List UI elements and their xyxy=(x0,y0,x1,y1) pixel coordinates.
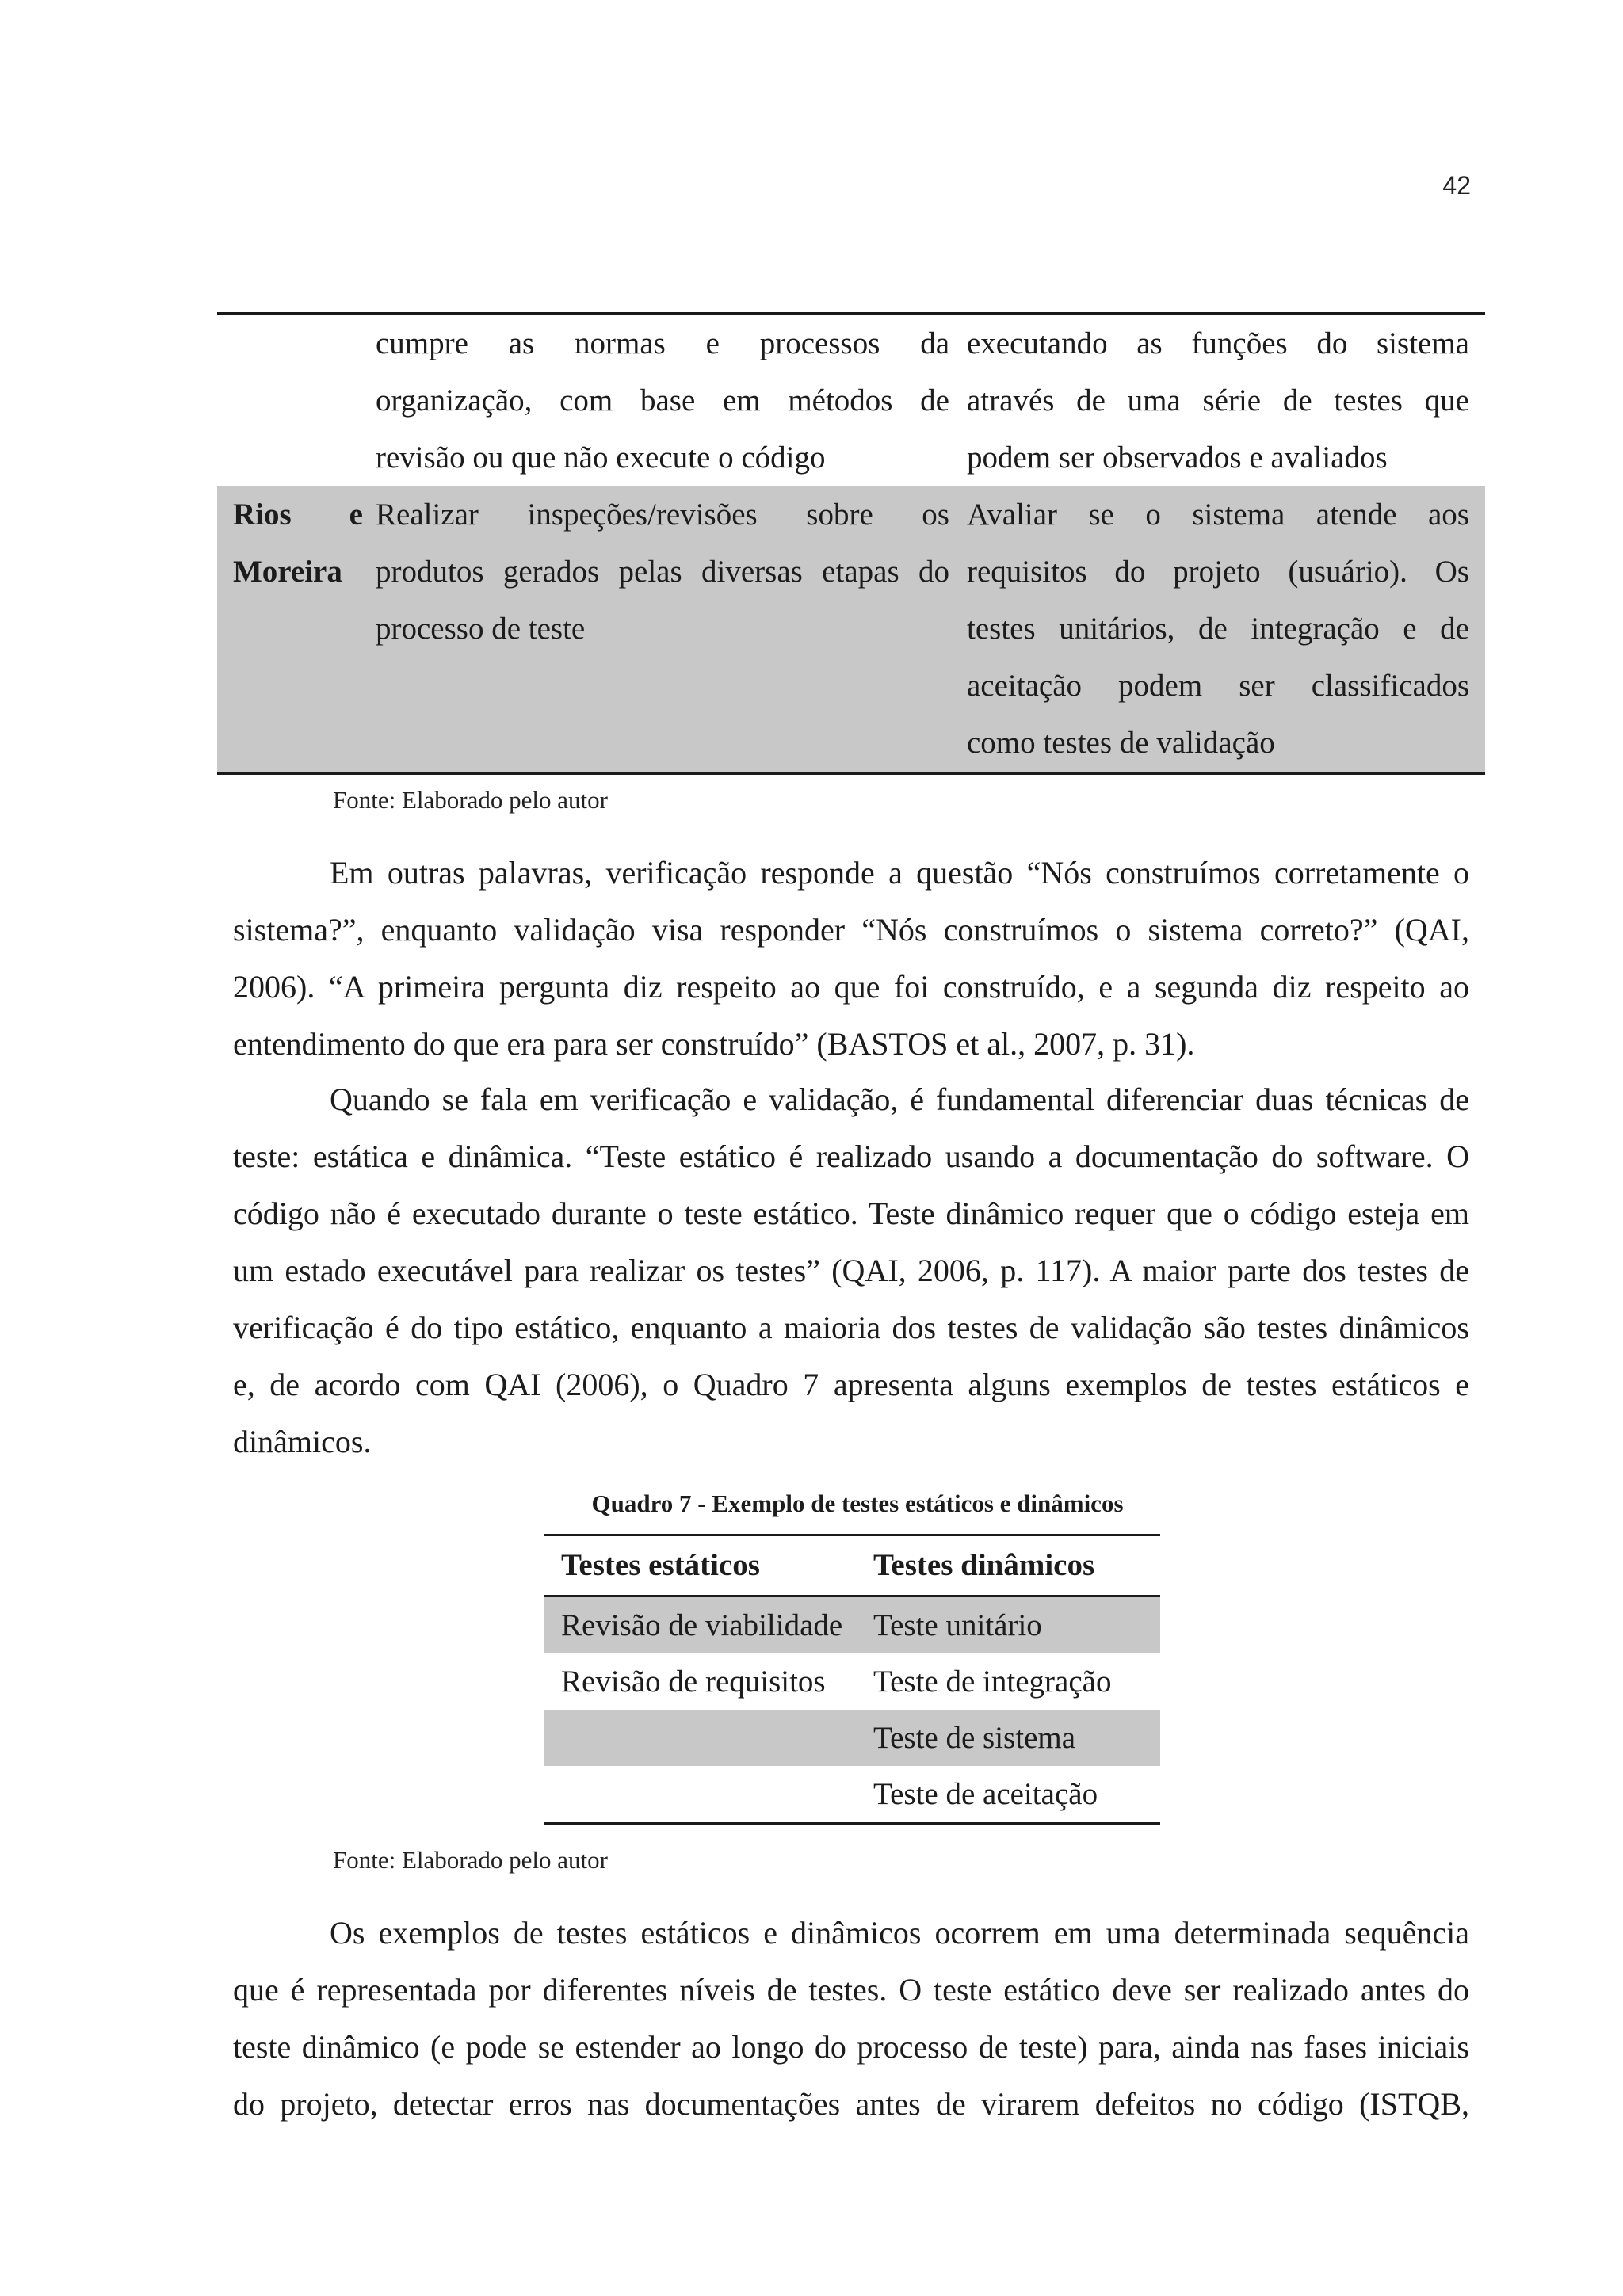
paragraph-line: sistema?”, enquanto validação visa responder “Nós construímos o sistema correto?” (QAI, xyxy=(233,912,1469,948)
quadro-caption: Quadro 7 - Exemplo de testes estáticos e dinâmicos xyxy=(591,1489,1124,1517)
paragraph-line: um estado executável para realizar os testes” (QAI, 2006, p. 117). A maior parte dos testes de xyxy=(233,1253,1469,1288)
paragraph-line: 2006). “A primeira pergunta diz respeito ao que foi construído, e a segunda diz respeito ao xyxy=(233,969,1469,1005)
table-source: Fonte: Elaborado pelo autor xyxy=(333,786,608,814)
table-cell: Teste de integração xyxy=(873,1665,1112,1699)
author-line: Rios e xyxy=(233,498,363,532)
paragraph-line: e, de acordo com QAI (2006), o Quadro 7 apresenta alguns exemplos de testes estáticos e xyxy=(233,1367,1469,1402)
paragraph-line: Em outras palavras, verificação responde a questão “Nós construímos corretamente o xyxy=(330,855,1469,891)
cell-line: organização, com base em métodos de xyxy=(376,383,949,418)
author-line: Moreira xyxy=(233,555,342,589)
author-cell xyxy=(217,315,376,486)
paragraph-line: dinâmicos. xyxy=(233,1424,372,1459)
column-header: Testes estáticos xyxy=(561,1548,760,1582)
quadro-table xyxy=(544,1534,1160,1825)
body-paragraph xyxy=(233,845,1469,1073)
table-row xyxy=(544,1710,1160,1766)
cell-line: aceitação podem ser classificados xyxy=(967,669,1469,703)
quadro-source: Fonte: Elaborado pelo autor xyxy=(333,1846,608,1874)
static-cell xyxy=(376,486,967,772)
page-number: 42 xyxy=(1442,171,1471,200)
table-row xyxy=(217,486,1485,772)
table-cell: Teste de aceitação xyxy=(873,1777,1098,1811)
cell-line: produtos gerados pelas diversas etapas do xyxy=(376,555,949,589)
paragraph-line: do projeto, detectar erros nas documentações antes de virarem defeitos no código (ISTQB, xyxy=(233,2086,1469,2122)
body-paragraph xyxy=(233,1071,1469,1470)
paragraph-line: Os exemplos de testes estáticos e dinâmicos ocorrem em uma determinada sequência xyxy=(330,1915,1469,1951)
author-cell xyxy=(217,486,376,772)
cell-line: executando as funções do sistema xyxy=(967,326,1469,360)
paragraph-line: verificação é do tipo estático, enquanto a maioria dos testes de validação são testes dinâmicos xyxy=(233,1310,1469,1345)
paragraph-line: Quando se fala em verificação e validação, é fundamental diferenciar duas técnicas de xyxy=(330,1081,1469,1117)
paragraph-line: que é representada por diferentes níveis de testes. O teste estático deve ser realizado antes do xyxy=(233,1972,1469,2008)
dynamic-cell xyxy=(967,486,1485,772)
cell-line: cumpre as normas e processos da xyxy=(376,326,949,360)
table-cell: Teste de sistema xyxy=(873,1721,1076,1755)
table-row xyxy=(544,1653,1160,1710)
cell-line: Realizar inspeções/revisões sobre os xyxy=(376,498,949,532)
table-row xyxy=(217,315,1485,486)
cell-line: através de uma série de testes que xyxy=(967,383,1469,418)
table-header-row xyxy=(544,1536,1160,1597)
cell-line: Avaliar se o sistema atende aos xyxy=(967,498,1469,532)
cell-line: processo de teste xyxy=(376,612,586,646)
table-cell xyxy=(544,1766,873,1822)
paragraph-line: teste dinâmico (e pode se estender ao longo do processo de teste) para, ainda nas fases iniciais xyxy=(233,2029,1469,2065)
dynamic-cell xyxy=(967,315,1485,486)
cell-line: revisão ou que não execute o código xyxy=(376,441,826,475)
body-paragraph xyxy=(233,1905,1469,2133)
static-cell xyxy=(376,315,967,486)
paragraph-line: entendimento do que era para ser construído” (BASTOS et al., 2007, p. 31). xyxy=(233,1026,1195,1062)
table-row xyxy=(544,1597,1160,1653)
cell-line: requisitos do projeto (usuário). Os xyxy=(967,555,1469,589)
table-cell xyxy=(544,1710,873,1766)
table-cell: Revisão de requisitos xyxy=(561,1665,826,1699)
column-header: Testes dinâmicos xyxy=(873,1548,1095,1582)
table-cell: Teste unitário xyxy=(873,1608,1042,1642)
table-row xyxy=(544,1766,1160,1822)
cell-line: podem ser observados e avaliados xyxy=(967,441,1388,475)
cell-line: testes unitários, de integração e de xyxy=(967,612,1469,646)
comparison-table xyxy=(217,312,1485,775)
paragraph-line: código não é executado durante o teste estático. Teste dinâmico requer que o código esteja em xyxy=(233,1196,1469,1231)
cell-line: como testes de validação xyxy=(967,726,1275,760)
paragraph-line: teste: estática e dinâmica. “Teste estático é realizado usando a documentação do software. O xyxy=(233,1138,1469,1174)
table-cell: Revisão de viabilidade xyxy=(561,1608,843,1642)
